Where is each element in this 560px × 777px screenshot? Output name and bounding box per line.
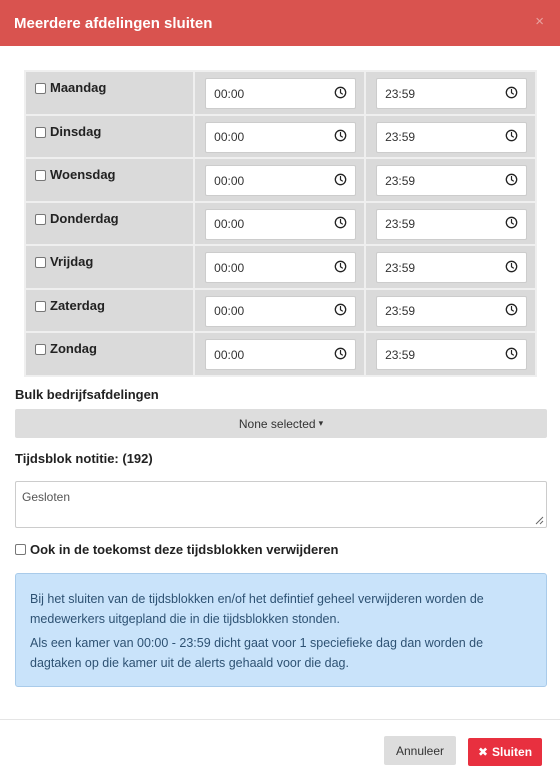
day-checkbox[interactable] [35,170,46,181]
day-checkbox[interactable] [35,344,46,355]
end-time-value: 23:59 [385,217,416,231]
cancel-button[interactable]: Annuleer [384,736,456,765]
day-row [25,245,536,289]
days-table [24,70,537,377]
day-name: Donderdag [50,210,119,226]
start-time-cell [194,202,365,246]
clock-icon[interactable] [505,347,518,363]
end-time-value: 23:59 [385,130,416,144]
bulk-departments-label: Bulk bedrijfsafdelingen [15,387,159,402]
start-time-value: 00:00 [214,347,245,362]
modal-header [0,0,560,46]
clock-icon[interactable] [334,129,347,145]
end-time-cell [365,245,536,289]
clock-icon[interactable] [334,303,347,319]
day-checkbox-label[interactable] [34,167,193,182]
start-time-cell [194,332,365,376]
day-checkbox[interactable] [35,127,46,138]
day-checkbox[interactable] [35,257,46,268]
day-row [25,289,536,333]
end-time-value: 23:59 [385,347,416,362]
day-name: Dinsdag [50,123,102,139]
start-time-cell [194,289,365,333]
end-time-input[interactable] [376,78,527,109]
close-icon[interactable]: × [535,13,544,30]
end-time-value: 23:59 [385,173,416,188]
start-time-value: 00:00 [214,173,245,188]
day-checkbox-label[interactable] [34,211,193,226]
clock-icon[interactable] [505,86,518,102]
note-label: Tijdsblok notitie: (192) [15,451,153,466]
day-name: Vrijdag [50,254,94,269]
day-cell [25,289,194,333]
clock-icon[interactable] [505,173,518,189]
end-time-input[interactable] [376,209,527,240]
end-time-value: 23:59 [385,260,416,275]
day-checkbox-label[interactable] [34,124,193,139]
start-time-value: 00:00 [214,86,245,101]
end-time-input[interactable] [376,252,527,283]
end-time-cell [365,71,536,115]
note-value: Gesloten [22,490,71,504]
day-checkbox-label[interactable] [34,341,193,356]
resize-grip-icon[interactable] [535,516,544,525]
start-time-value: 00:00 [214,217,245,231]
end-time-input[interactable] [376,296,527,327]
end-time-value: 23:59 [385,304,416,318]
end-time-cell [365,202,536,246]
day-cell [25,202,194,246]
start-time-cell [194,71,365,115]
clock-icon[interactable] [505,216,518,232]
start-time-cell [194,245,365,289]
close-button-label: Sluiten [492,745,533,759]
start-time-input[interactable] [205,252,356,283]
start-time-value: 00:00 [214,304,245,318]
multiselect-value: None selected [238,416,316,431]
end-time-cell [365,158,536,202]
day-name: Maandag [50,80,107,95]
future-delete-row[interactable] [15,542,338,557]
day-row [25,202,536,246]
day-row [25,71,536,115]
end-time-cell [365,332,536,376]
start-time-input[interactable] [205,78,356,109]
start-time-input[interactable] [205,296,356,327]
clock-icon[interactable] [505,129,518,145]
start-time-input[interactable] [205,122,356,153]
end-time-input[interactable] [376,165,527,196]
day-row [25,158,536,202]
day-cell [25,245,194,289]
day-checkbox-label[interactable] [34,80,193,95]
clock-icon[interactable] [334,173,347,189]
day-name: Woensdag [50,167,116,182]
clock-icon[interactable] [334,347,347,363]
modal-title: Meerdere afdelingen sluiten [14,14,213,32]
day-name: Zaterdag [50,297,105,313]
day-checkbox-label[interactable] [34,254,193,269]
clock-icon[interactable] [334,86,347,102]
clock-icon[interactable] [505,260,518,276]
close-button[interactable] [468,738,542,766]
start-time-input[interactable] [205,209,356,240]
end-time-cell [365,289,536,333]
day-checkbox[interactable] [35,301,46,312]
day-checkbox-label[interactable] [34,298,193,313]
day-name: Zondag [50,341,97,356]
note-textarea[interactable] [15,481,547,528]
start-time-input[interactable] [205,339,356,370]
start-time-value: 00:00 [214,130,245,144]
footer-divider [0,719,560,720]
day-checkbox[interactable] [35,83,46,94]
day-cell [25,158,194,202]
clock-icon[interactable] [334,216,347,232]
start-time-cell [194,115,365,159]
bulk-departments-select[interactable] [15,409,547,438]
day-cell [25,71,194,115]
clock-icon[interactable] [334,260,347,276]
day-row [25,332,536,376]
end-time-value: 23:59 [385,86,416,101]
day-cell [25,115,194,159]
start-time-cell [194,158,365,202]
clock-icon[interactable] [505,303,518,319]
caret-down-icon: ▾ [318,418,324,428]
day-cell [25,332,194,376]
info-alert [15,573,547,687]
day-row [25,115,536,159]
times-icon: ✖ [477,745,489,759]
end-time-cell [365,115,536,159]
info-paragraph-1: Bij het sluiten van de tijdsblokken en/of het defintief geheel verwijderen worden de medewerkers uitgepland die in die tijdsblokken stonden. [30,592,484,626]
future-delete-checkbox[interactable] [15,544,26,555]
end-time-input[interactable] [376,122,527,153]
info-paragraph-2: Als een kamer van 00:00 - 23:59 dicht gaat voor 1 speciefieke dag dan worden de dagtaken op die kamer uit de alerts gehaald voor die dag. [30,636,484,670]
end-time-input[interactable] [376,339,527,370]
start-time-value: 00:00 [214,260,245,275]
future-delete-label: Ook in de toekomst deze tijdsblokken verwijderen [30,542,339,557]
start-time-input[interactable] [205,165,356,196]
day-checkbox[interactable] [35,214,46,225]
